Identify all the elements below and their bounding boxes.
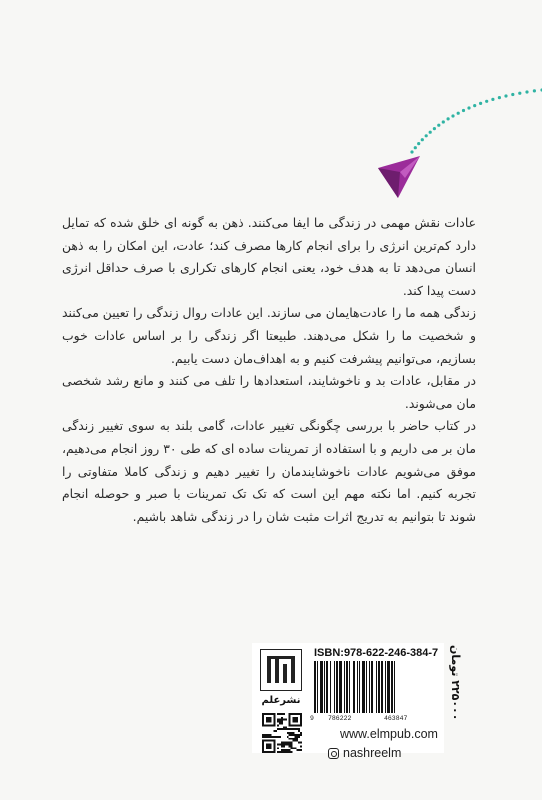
trail-dot <box>473 104 476 107</box>
trail-dot <box>504 94 507 97</box>
trail-dot <box>451 114 454 117</box>
trail-dot <box>425 134 428 137</box>
trail-dot <box>437 124 440 127</box>
trail-dot <box>525 90 528 93</box>
trail-dot <box>467 106 470 109</box>
instagram-handle[interactable] <box>328 746 401 760</box>
blurb-paragraph: در مقابل، عادات بد و ناخوشایند، استعدادها را تلف می کنند و مانع رشد شخصی مان می‌شوند. <box>62 373 476 411</box>
price-text: ۲۲۵۰۰۰ تومان <box>449 645 462 721</box>
qr-code-icon <box>262 713 302 753</box>
instagram-icon <box>328 748 339 759</box>
trail-dot <box>417 142 420 145</box>
trail-dot <box>447 117 450 120</box>
trail-dot <box>485 100 488 103</box>
trail-dot <box>429 131 432 134</box>
trail-dot <box>533 89 536 92</box>
isbn-number: ISBN:978-622-246-384-7 <box>314 647 439 659</box>
trail-dot <box>518 92 521 95</box>
trail-dot <box>511 93 514 96</box>
trail-dot <box>410 150 413 153</box>
trail-dot <box>479 102 482 105</box>
barcode-digits-right: 463847 <box>384 715 408 722</box>
instagram-text: nashreelm <box>343 746 402 760</box>
book-description <box>62 212 476 528</box>
trail-dot <box>498 96 501 99</box>
barcode-icon <box>312 661 436 713</box>
trail-dot <box>414 146 417 149</box>
trail-dot <box>421 138 424 141</box>
trail-dot <box>457 112 460 115</box>
paper-plane-icon <box>378 156 420 198</box>
blurb-paragraph: در کتاب حاضر با بررسی چگونگی تغییر عادات، گامی بلند به سوی تغییر زندگی مان بر می داریم و با استفاده از تمرینات ساده ای که طی ۳۰ روز انجام می‌دهیم، موفق می‌شویم عادات ناخوشایندمان را تغییر دهیم و زندگی کاملا متفاوتی را تجربه کنیم. اما نکته مهم این است که تک تک تمرینات با صبر و حوصله انجام شوند تا بتوانیم به تدریج اثرات مثبت شان را در زندگی شاهد باشیم. <box>62 418 476 524</box>
publisher-logo <box>260 649 302 691</box>
trail-dot <box>442 120 445 123</box>
blurb-paragraph: عادات نقش مهمی در زندگی ما ایفا می‌کنند. ذهن به گونه ای خلق شده که تمایل دارد کم‌ترین انرژی را برای انجام کارها مصرف کند؛ عادت، این امکان را به ذهن انسان می‌دهد تا به هدف خود، یعنی انجام کارهای تکراری با صرف حداقل انرژی دست پیدا کند. <box>62 215 476 298</box>
trail-dot <box>491 98 494 101</box>
price-label <box>444 645 470 725</box>
trail-dot <box>462 109 465 112</box>
dotted-trail <box>410 88 542 153</box>
paper-plane-trail <box>360 60 542 210</box>
blurb-paragraph: زندگی همه ما را عادت‌هایمان می سازند. این عادات روال زندگی را تعیین می‌کنند و شخصیت ما را شکل می‌دهند. طبیعتا اگر زندگی را بر اساس عادات خوب بسازیم، می‌توانیم پیشرفت کنیم و به اهداف‌مان دست یابیم. <box>62 305 476 366</box>
publisher-name: نشرعلم <box>261 695 301 706</box>
barcode-digit-prefix: 9 <box>310 715 314 722</box>
barcode-digits-left: 786222 <box>328 715 352 722</box>
publisher-website[interactable]: www.elmpub.com <box>340 727 438 741</box>
trail-dot <box>433 127 436 130</box>
